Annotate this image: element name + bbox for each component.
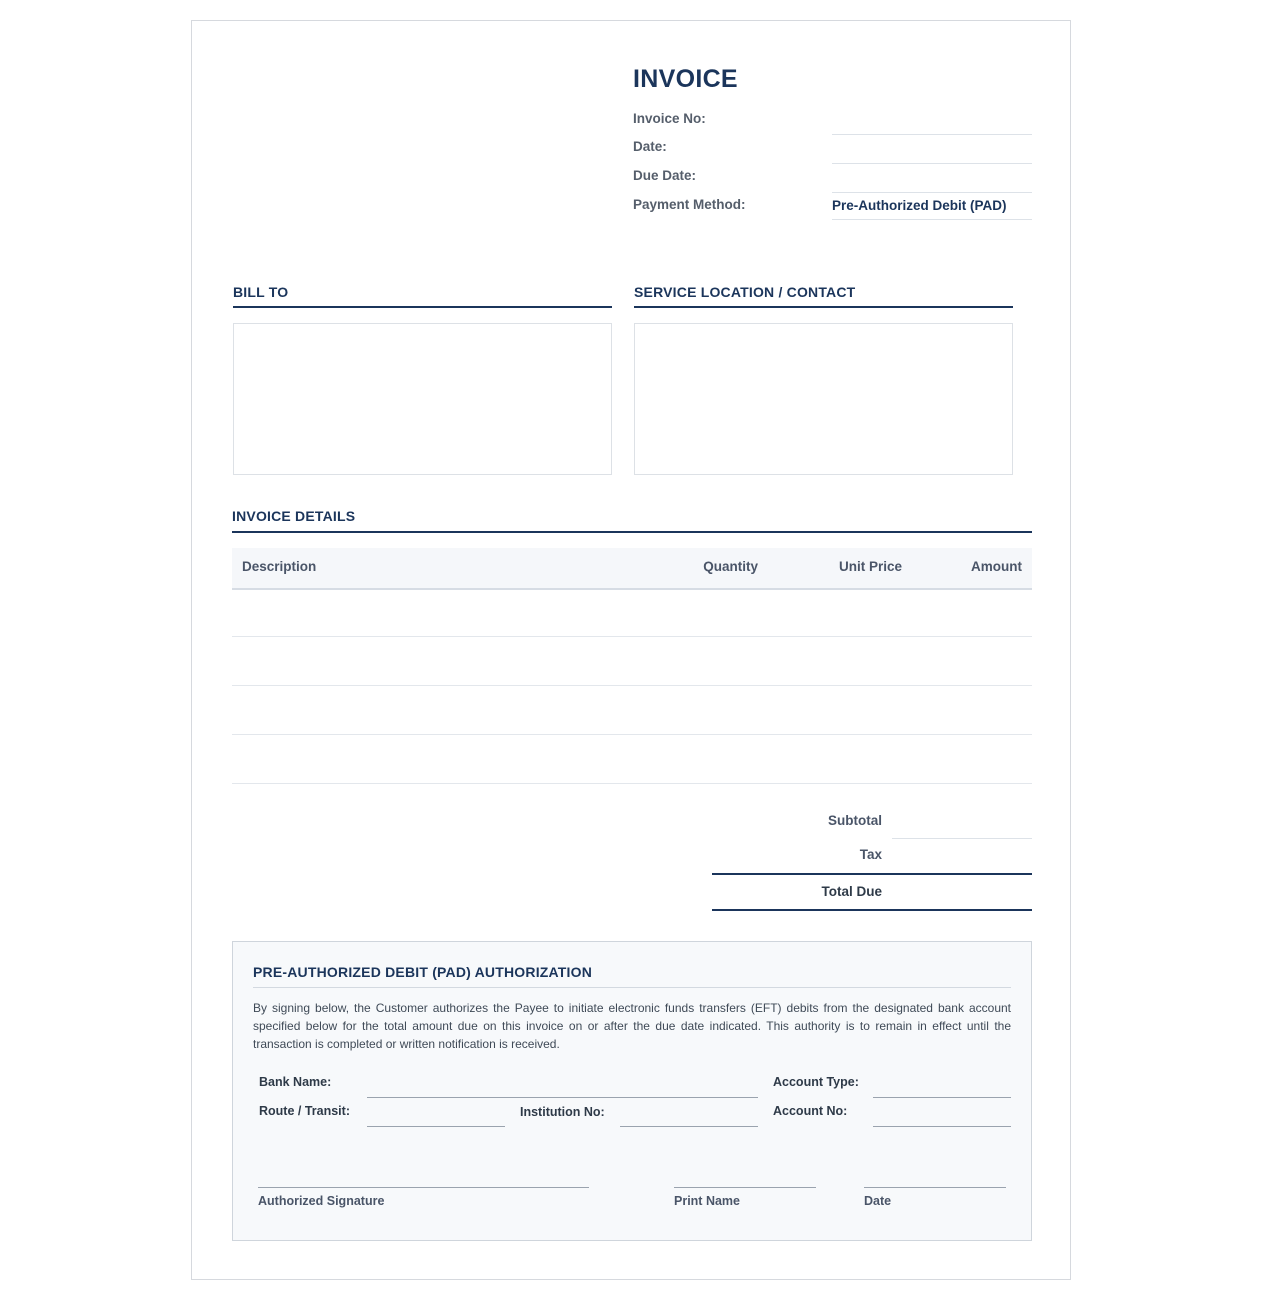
total-top-rule — [712, 873, 1032, 875]
col-quantity: Quantity — [703, 559, 758, 574]
institution-no-label: Institution No: — [520, 1105, 605, 1119]
pad-heading-rule — [253, 987, 1011, 988]
invoice-page — [191, 20, 1071, 1280]
account-type-label: Account Type: — [773, 1075, 859, 1089]
bill-to-box[interactable] — [233, 323, 612, 475]
signature-date-label: Date — [864, 1194, 892, 1208]
invoice-title: INVOICE — [633, 65, 738, 93]
pad-heading: PRE-AUTHORIZED DEBIT (PAD) AUTHORIZATION — [253, 964, 593, 980]
due-date-label: Due Date: — [633, 168, 697, 183]
route-transit-label: Route / Transit: — [259, 1104, 350, 1118]
col-unit-price: Unit Price — [838, 559, 902, 574]
table-row[interactable] — [232, 735, 1032, 784]
signature-label: Authorized Signature — [258, 1194, 385, 1208]
invoice-details-heading: INVOICE DETAILS — [232, 508, 356, 524]
total-bottom-rule — [712, 909, 1032, 911]
table-row[interactable] — [232, 686, 1032, 735]
table-header — [232, 548, 1032, 590]
payment-method-label: Payment Method: — [633, 197, 746, 212]
account-no-field[interactable] — [873, 1126, 1011, 1127]
bill-to-heading: BILL TO — [233, 284, 289, 300]
bank-name-field[interactable] — [367, 1097, 758, 1098]
print-name-line[interactable] — [674, 1187, 816, 1188]
table-row[interactable] — [232, 637, 1032, 686]
total-due-label: Total Due — [821, 884, 882, 899]
due-date-underline — [832, 192, 1032, 193]
date-signature-line[interactable] — [864, 1187, 1006, 1188]
table-row[interactable] — [232, 588, 1032, 637]
print-name-label: Print Name — [674, 1194, 740, 1208]
invoice-no-underline — [832, 134, 1032, 135]
subtotal-underline — [892, 838, 1032, 839]
payment-method-underline — [832, 219, 1032, 220]
institution-no-field[interactable] — [620, 1126, 758, 1127]
pad-paragraph: By signing below, the Customer authorizes the Payee to initiate electronic funds transfers (EFT) debits from the designated bank account specified below for the total amount due on this invoice on or after the due date indicated. This authority is to remain in effect until the transaction is completed or written notification is received. — [253, 1001, 1011, 1051]
date-label: Date: — [633, 139, 667, 154]
invoice-no-label: Invoice No: — [633, 111, 706, 126]
col-amount: Amount — [971, 559, 1022, 574]
date-underline — [832, 163, 1032, 164]
route-transit-field[interactable] — [367, 1126, 505, 1127]
service-location-heading: SERVICE LOCATION / CONTACT — [634, 284, 856, 300]
subtotal-label: Subtotal — [828, 813, 882, 828]
signature-line[interactable] — [258, 1187, 589, 1188]
tax-label: Tax — [859, 847, 882, 862]
bank-name-label: Bank Name: — [259, 1075, 332, 1089]
account-type-field[interactable] — [873, 1097, 1011, 1098]
col-description: Description — [242, 559, 317, 574]
pad-authorization-section — [232, 941, 1032, 1241]
invoice-details-rule — [232, 531, 1032, 533]
bill-to-rule — [233, 306, 612, 308]
payment-method-value[interactable]: Pre-Authorized Debit (PAD) — [832, 198, 1007, 213]
service-location-rule — [634, 306, 1013, 308]
account-no-label: Account No: — [773, 1104, 848, 1118]
service-location-box[interactable] — [634, 323, 1013, 475]
